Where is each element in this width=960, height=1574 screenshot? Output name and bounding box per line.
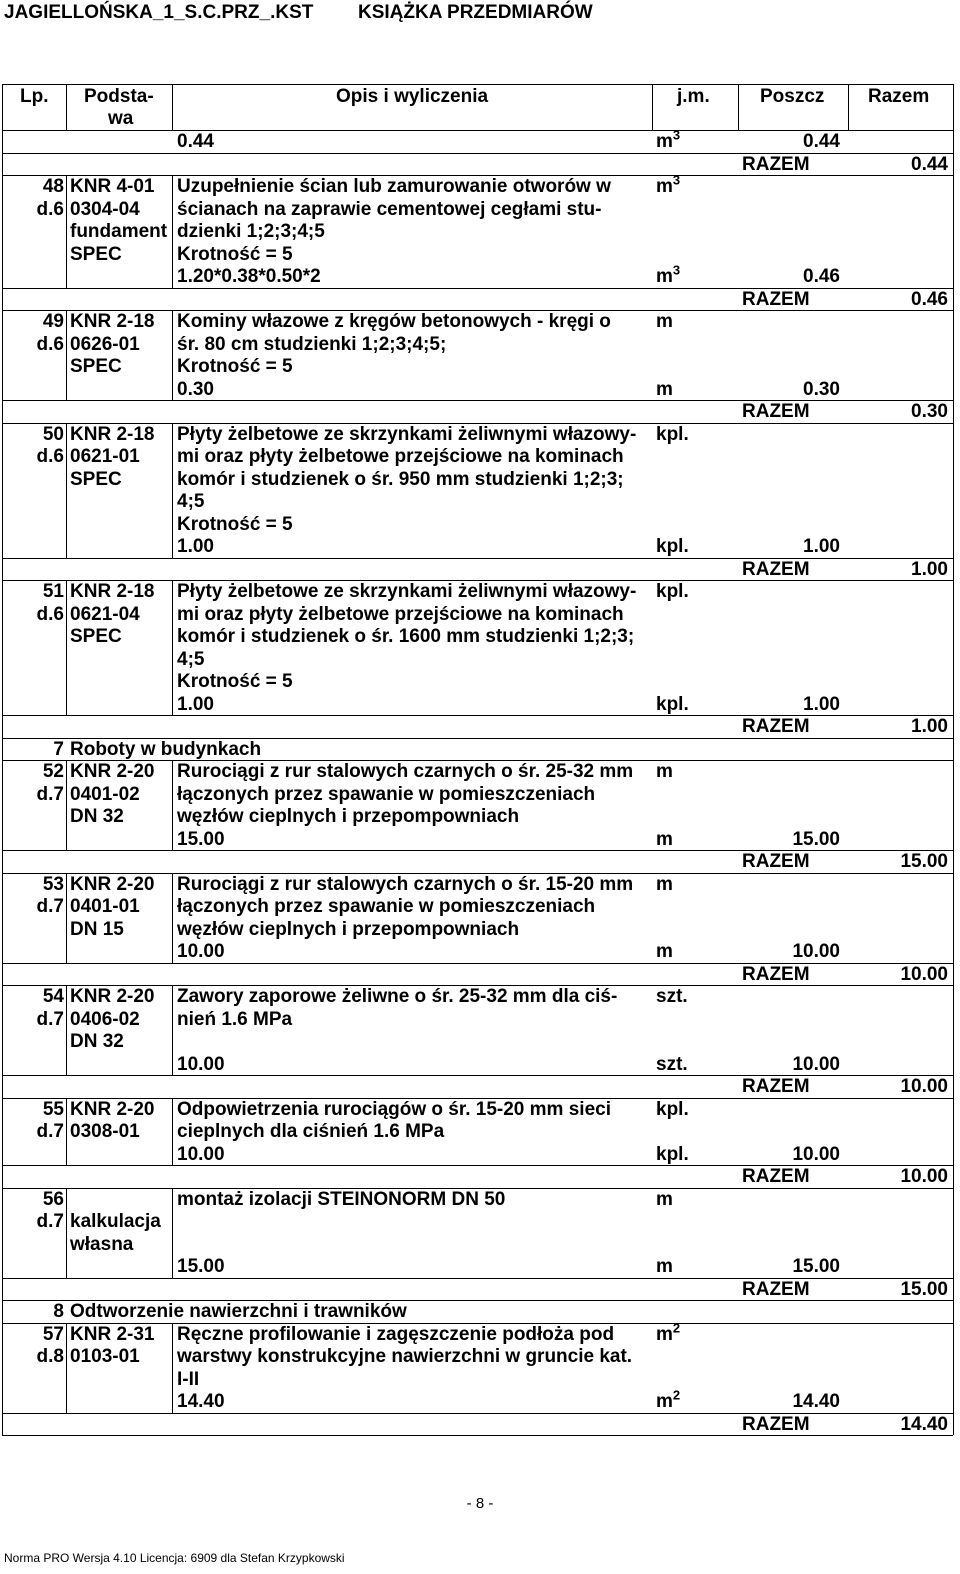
item-description: 4;5 bbox=[177, 491, 205, 512]
item-number: 53 bbox=[42, 873, 64, 895]
table-vline bbox=[66, 1188, 67, 1278]
item-description: ścianach na zaprawie cementowej cegłami stu- bbox=[177, 198, 602, 220]
table-rule bbox=[2, 1278, 953, 1279]
table-rule bbox=[2, 850, 953, 851]
table-rule bbox=[2, 400, 953, 401]
partial-value: 10.00 bbox=[792, 941, 840, 962]
razem-label: RAZEM bbox=[742, 153, 810, 175]
item-description: Krotność = 5 bbox=[177, 513, 293, 535]
item-description: cieplnych dla ciśnień 1.6 MPa bbox=[177, 1121, 445, 1142]
unit-exponent: 3 bbox=[672, 127, 681, 143]
unit-label: m bbox=[656, 828, 673, 850]
razem-label: RAZEM bbox=[742, 1413, 810, 1435]
item-section-ref: d.7 bbox=[36, 1211, 64, 1232]
document-title: KSIĄŻKA PRZEDMIARÓW bbox=[358, 2, 593, 23]
unit-label: $m^3$ bbox=[656, 127, 681, 152]
item-basis: fundament bbox=[70, 221, 168, 242]
table-vline bbox=[848, 84, 849, 130]
item-basis: KNR 2-18 bbox=[70, 581, 155, 602]
item-description: komór i studzienek o śr. 950 mm studzienki 1;2;3; bbox=[177, 468, 624, 490]
table-vline bbox=[66, 1098, 67, 1166]
partial-value: 15.00 bbox=[792, 1256, 840, 1277]
item-description: mi oraz płyty żelbetowe przejściowe na kominach bbox=[177, 603, 624, 625]
item-basis: DN 15 bbox=[70, 918, 124, 940]
item-description: Rurociągi z rur stalowych czarnych o śr. 15-20 mm bbox=[177, 873, 634, 895]
item-basis: KNR 2-20 bbox=[70, 986, 155, 1007]
table-vline bbox=[172, 423, 173, 558]
partial-value: 1.00 bbox=[803, 693, 840, 715]
unit-label: m bbox=[656, 378, 673, 400]
item-basis: DN 32 bbox=[70, 1031, 124, 1052]
razem-value: 10.00 bbox=[900, 1076, 948, 1097]
item-description: montaż izolacji STEINONORM DN 50 bbox=[177, 1188, 506, 1210]
table-vline bbox=[66, 873, 67, 963]
unit-label: kpl. bbox=[656, 536, 689, 557]
item-number: 50 bbox=[42, 423, 64, 445]
unit-exponent: 3 bbox=[672, 172, 681, 188]
item-description: nień 1.6 MPa bbox=[177, 1008, 293, 1030]
table-vline bbox=[652, 84, 653, 130]
table-rule bbox=[2, 963, 953, 964]
razem-label: RAZEM bbox=[742, 716, 810, 737]
table-vline bbox=[172, 760, 173, 850]
unit-label: m bbox=[656, 1188, 673, 1210]
col-header-unit: j.m. bbox=[677, 86, 710, 107]
item-description: Kominy włazowe z kręgów betonowych - kręgi o bbox=[177, 311, 611, 332]
item-basis: KNR 2-20 bbox=[70, 873, 155, 895]
razem-label: RAZEM bbox=[742, 558, 810, 580]
item-number: 56 bbox=[42, 1188, 64, 1210]
table-vline bbox=[172, 310, 173, 400]
item-basis: KNR 2-31 bbox=[70, 1323, 155, 1345]
item-number: 49 bbox=[42, 311, 64, 332]
item-description: 4;5 bbox=[177, 648, 205, 670]
item-basis: 0308-01 bbox=[70, 1121, 140, 1142]
unit-label: $m^3$ bbox=[656, 262, 681, 287]
table-rule bbox=[2, 1435, 953, 1436]
calc-expression: 1.00 bbox=[177, 693, 214, 715]
item-section-ref: d.7 bbox=[36, 783, 64, 805]
table-vline bbox=[172, 873, 173, 963]
item-basis: SPEC bbox=[70, 468, 122, 490]
table-vline bbox=[66, 1323, 67, 1413]
table-rule bbox=[2, 558, 953, 559]
partial-value: 10.00 bbox=[792, 1053, 840, 1075]
unit-exponent: 3 bbox=[672, 262, 681, 278]
table-rule bbox=[2, 153, 953, 154]
item-section-ref: d.6 bbox=[36, 198, 64, 220]
unit-label: m bbox=[656, 1256, 673, 1277]
item-description: I-II bbox=[177, 1368, 200, 1390]
section-number: 8 bbox=[53, 1301, 64, 1322]
item-basis: KNR 2-18 bbox=[70, 423, 155, 445]
table-vline bbox=[66, 580, 67, 715]
calc-expression: 0.44 bbox=[177, 131, 214, 152]
item-basis: SPEC bbox=[70, 243, 122, 265]
item-description: mi oraz płyty żelbetowe przejściowe na kominach bbox=[177, 446, 624, 467]
unit-label: szt. bbox=[656, 986, 688, 1007]
item-number: 52 bbox=[42, 761, 64, 782]
razem-value: 0.30 bbox=[911, 401, 948, 422]
table-rule bbox=[2, 715, 953, 716]
item-basis: 0103-01 bbox=[70, 1346, 140, 1367]
item-number: 51 bbox=[42, 581, 64, 602]
item-number: 55 bbox=[42, 1098, 64, 1120]
item-section-ref: d.7 bbox=[36, 1008, 64, 1030]
page-number: - 8 - bbox=[466, 1495, 494, 1512]
item-basis: kalkulacja bbox=[70, 1211, 161, 1232]
razem-value: 14.40 bbox=[900, 1413, 948, 1435]
table-vline bbox=[953, 84, 954, 1435]
calc-expression: 14.40 bbox=[177, 1391, 225, 1412]
item-basis: 0626-01 bbox=[70, 333, 140, 355]
partial-value: 0.46 bbox=[803, 266, 840, 287]
unit-label: $m^3$ bbox=[656, 172, 681, 197]
col-header-partial: Poszcz bbox=[760, 86, 825, 107]
table-vline bbox=[738, 84, 739, 130]
razem-value: 10.00 bbox=[900, 1166, 948, 1187]
item-section-ref: d.8 bbox=[36, 1346, 64, 1367]
item-basis: KNR 2-20 bbox=[70, 761, 155, 782]
razem-label: RAZEM bbox=[742, 1166, 810, 1187]
unit-label: m bbox=[656, 311, 673, 332]
item-basis: 0621-01 bbox=[70, 446, 140, 467]
unit-label: m bbox=[656, 941, 673, 962]
table-rule bbox=[2, 1165, 953, 1166]
item-description: łączonych przez spawanie w pomieszczeniach bbox=[177, 783, 596, 805]
document-filename: JAGIELLOŃSKA_1_S.C.PRZ_.KST bbox=[4, 2, 314, 23]
razem-label: RAZEM bbox=[742, 288, 810, 310]
unit-label: kpl. bbox=[656, 1098, 689, 1120]
table-vline bbox=[66, 310, 67, 400]
item-description: śr. 80 cm studzienki 1;2;3;4;5; bbox=[177, 333, 447, 355]
unit-exponent: 2 bbox=[672, 1387, 681, 1403]
calc-expression: 0.30 bbox=[177, 378, 214, 400]
table-vline bbox=[172, 1098, 173, 1166]
item-section-ref: d.6 bbox=[36, 603, 64, 625]
razem-value: 10.00 bbox=[900, 963, 948, 985]
table-vline bbox=[172, 1323, 173, 1413]
item-description: Ręczne profilowanie i zagęszczenie podłoża pod bbox=[177, 1323, 615, 1345]
item-basis: KNR 2-18 bbox=[70, 311, 155, 332]
unit-label: kpl. bbox=[656, 1143, 689, 1165]
item-basis: KNR 2-20 bbox=[70, 1098, 155, 1120]
table-vline bbox=[2, 84, 3, 1435]
razem-label: RAZEM bbox=[742, 1076, 810, 1097]
item-description: węzłów cieplnych i przepompowniach bbox=[177, 806, 520, 827]
razem-value: 0.46 bbox=[911, 288, 948, 310]
razem-value: 1.00 bbox=[911, 558, 948, 580]
item-description: warstwy konstrukcyjne nawierzchni w gruncie kat. bbox=[177, 1346, 633, 1367]
razem-label: RAZEM bbox=[742, 963, 810, 985]
item-basis: 0304-04 bbox=[70, 198, 140, 220]
calc-expression: 1.20*0.38*0.50*2 bbox=[177, 266, 321, 287]
razem-label: RAZEM bbox=[742, 851, 810, 872]
item-description: Krotność = 5 bbox=[177, 671, 293, 692]
table-vline bbox=[66, 175, 67, 288]
razem-value: 15.00 bbox=[900, 1278, 948, 1300]
table-rule bbox=[2, 288, 953, 289]
razem-label: RAZEM bbox=[742, 401, 810, 422]
partial-value: 14.40 bbox=[792, 1391, 840, 1412]
item-description: Płyty żelbetowe ze skrzynkami żeliwnymi włazowy- bbox=[177, 423, 637, 445]
unit-exponent: 2 bbox=[672, 1320, 681, 1336]
partial-value: 1.00 bbox=[803, 536, 840, 557]
col-header-basis-2: wa bbox=[108, 108, 134, 129]
item-description: dzienki 1;2;3;4;5 bbox=[177, 221, 325, 242]
partial-value: 0.30 bbox=[803, 378, 840, 400]
table-vline bbox=[66, 84, 67, 130]
calc-expression: 10.00 bbox=[177, 1143, 225, 1165]
table-vline bbox=[66, 760, 67, 850]
item-basis: SPEC bbox=[70, 356, 122, 377]
item-description: Krotność = 5 bbox=[177, 243, 293, 265]
item-basis: DN 32 bbox=[70, 806, 124, 827]
razem-value: 15.00 bbox=[900, 851, 948, 872]
unit-label: kpl. bbox=[656, 581, 689, 602]
table-vline bbox=[172, 1188, 173, 1278]
item-section-ref: d.7 bbox=[36, 1121, 64, 1142]
item-description: Płyty żelbetowe ze skrzynkami żeliwnymi włazowy- bbox=[177, 581, 637, 602]
section-number: 7 bbox=[53, 738, 64, 760]
table-vline bbox=[66, 985, 67, 1075]
item-description: Krotność = 5 bbox=[177, 356, 293, 377]
item-description: łączonych przez spawanie w pomieszczeniach bbox=[177, 896, 596, 917]
partial-value: 0.44 bbox=[803, 131, 840, 152]
calc-expression: 1.00 bbox=[177, 536, 214, 557]
table-vline bbox=[172, 175, 173, 288]
item-basis: 0406-02 bbox=[70, 1008, 140, 1030]
section-title: Roboty w budynkach bbox=[70, 738, 262, 760]
item-basis: 0401-02 bbox=[70, 783, 140, 805]
item-section-ref: d.6 bbox=[36, 446, 64, 467]
table-rule bbox=[2, 1413, 953, 1414]
table-rule bbox=[2, 84, 953, 85]
item-description: Rurociągi z rur stalowych czarnych o śr. 25-32 mm bbox=[177, 761, 634, 782]
unit-label: $m^2$ bbox=[656, 1320, 681, 1345]
razem-label: RAZEM bbox=[742, 1278, 810, 1300]
item-description: Zawory zaporowe żeliwne o śr. 25-32 mm dla ciś- bbox=[177, 986, 618, 1007]
partial-value: 15.00 bbox=[792, 828, 840, 850]
col-header-description: Opis i wyliczenia bbox=[336, 86, 489, 107]
col-header-basis: Podsta- bbox=[84, 86, 154, 107]
item-basis: KNR 4-01 bbox=[70, 176, 155, 197]
item-description: Uzupełnienie ścian lub zamurowanie otworów w bbox=[177, 176, 611, 197]
item-number: 54 bbox=[42, 986, 64, 1007]
col-header-total: Razem bbox=[868, 86, 930, 107]
table-vline bbox=[172, 580, 173, 715]
unit-label: $m^2$ bbox=[656, 1387, 681, 1412]
item-description: węzłów cieplnych i przepompowniach bbox=[177, 918, 520, 940]
unit-label: m bbox=[656, 873, 673, 895]
calc-expression: 15.00 bbox=[177, 828, 225, 850]
col-header-lp: Lp. bbox=[20, 86, 49, 107]
unit-label: szt. bbox=[656, 1053, 688, 1075]
table-rule bbox=[2, 1075, 953, 1076]
item-basis: SPEC bbox=[70, 626, 122, 647]
item-basis: 0621-04 bbox=[70, 603, 140, 625]
item-section-ref: d.7 bbox=[36, 896, 64, 917]
razem-value: 0.44 bbox=[911, 153, 948, 175]
unit-label: kpl. bbox=[656, 693, 689, 715]
item-description: Odpowietrzenia rurociągów o śr. 15-20 mm sieci bbox=[177, 1098, 611, 1120]
razem-value: 1.00 bbox=[911, 716, 948, 737]
item-number: 48 bbox=[42, 176, 64, 197]
item-section-ref: d.6 bbox=[36, 333, 64, 355]
unit-label: kpl. bbox=[656, 423, 689, 445]
partial-value: 10.00 bbox=[792, 1143, 840, 1165]
item-description: komór i studzienek o śr. 1600 mm studzienki 1;2;3; bbox=[177, 626, 635, 647]
table-vline bbox=[172, 985, 173, 1075]
table-vline bbox=[66, 423, 67, 558]
unit-label: m bbox=[656, 761, 673, 782]
calc-expression: 15.00 bbox=[177, 1256, 225, 1277]
item-basis: własna bbox=[70, 1233, 134, 1255]
item-basis: 0401-01 bbox=[70, 896, 140, 917]
calc-expression: 10.00 bbox=[177, 1053, 225, 1075]
calc-expression: 10.00 bbox=[177, 941, 225, 962]
section-title: Odtworzenie nawierzchni i trawników bbox=[70, 1301, 407, 1322]
table-vline bbox=[172, 84, 173, 130]
item-number: 57 bbox=[42, 1323, 64, 1345]
license-footer: Norma PRO Wersja 4.10 Licencja: 6909 dla Stefan Krzypkowski bbox=[4, 1551, 345, 1565]
